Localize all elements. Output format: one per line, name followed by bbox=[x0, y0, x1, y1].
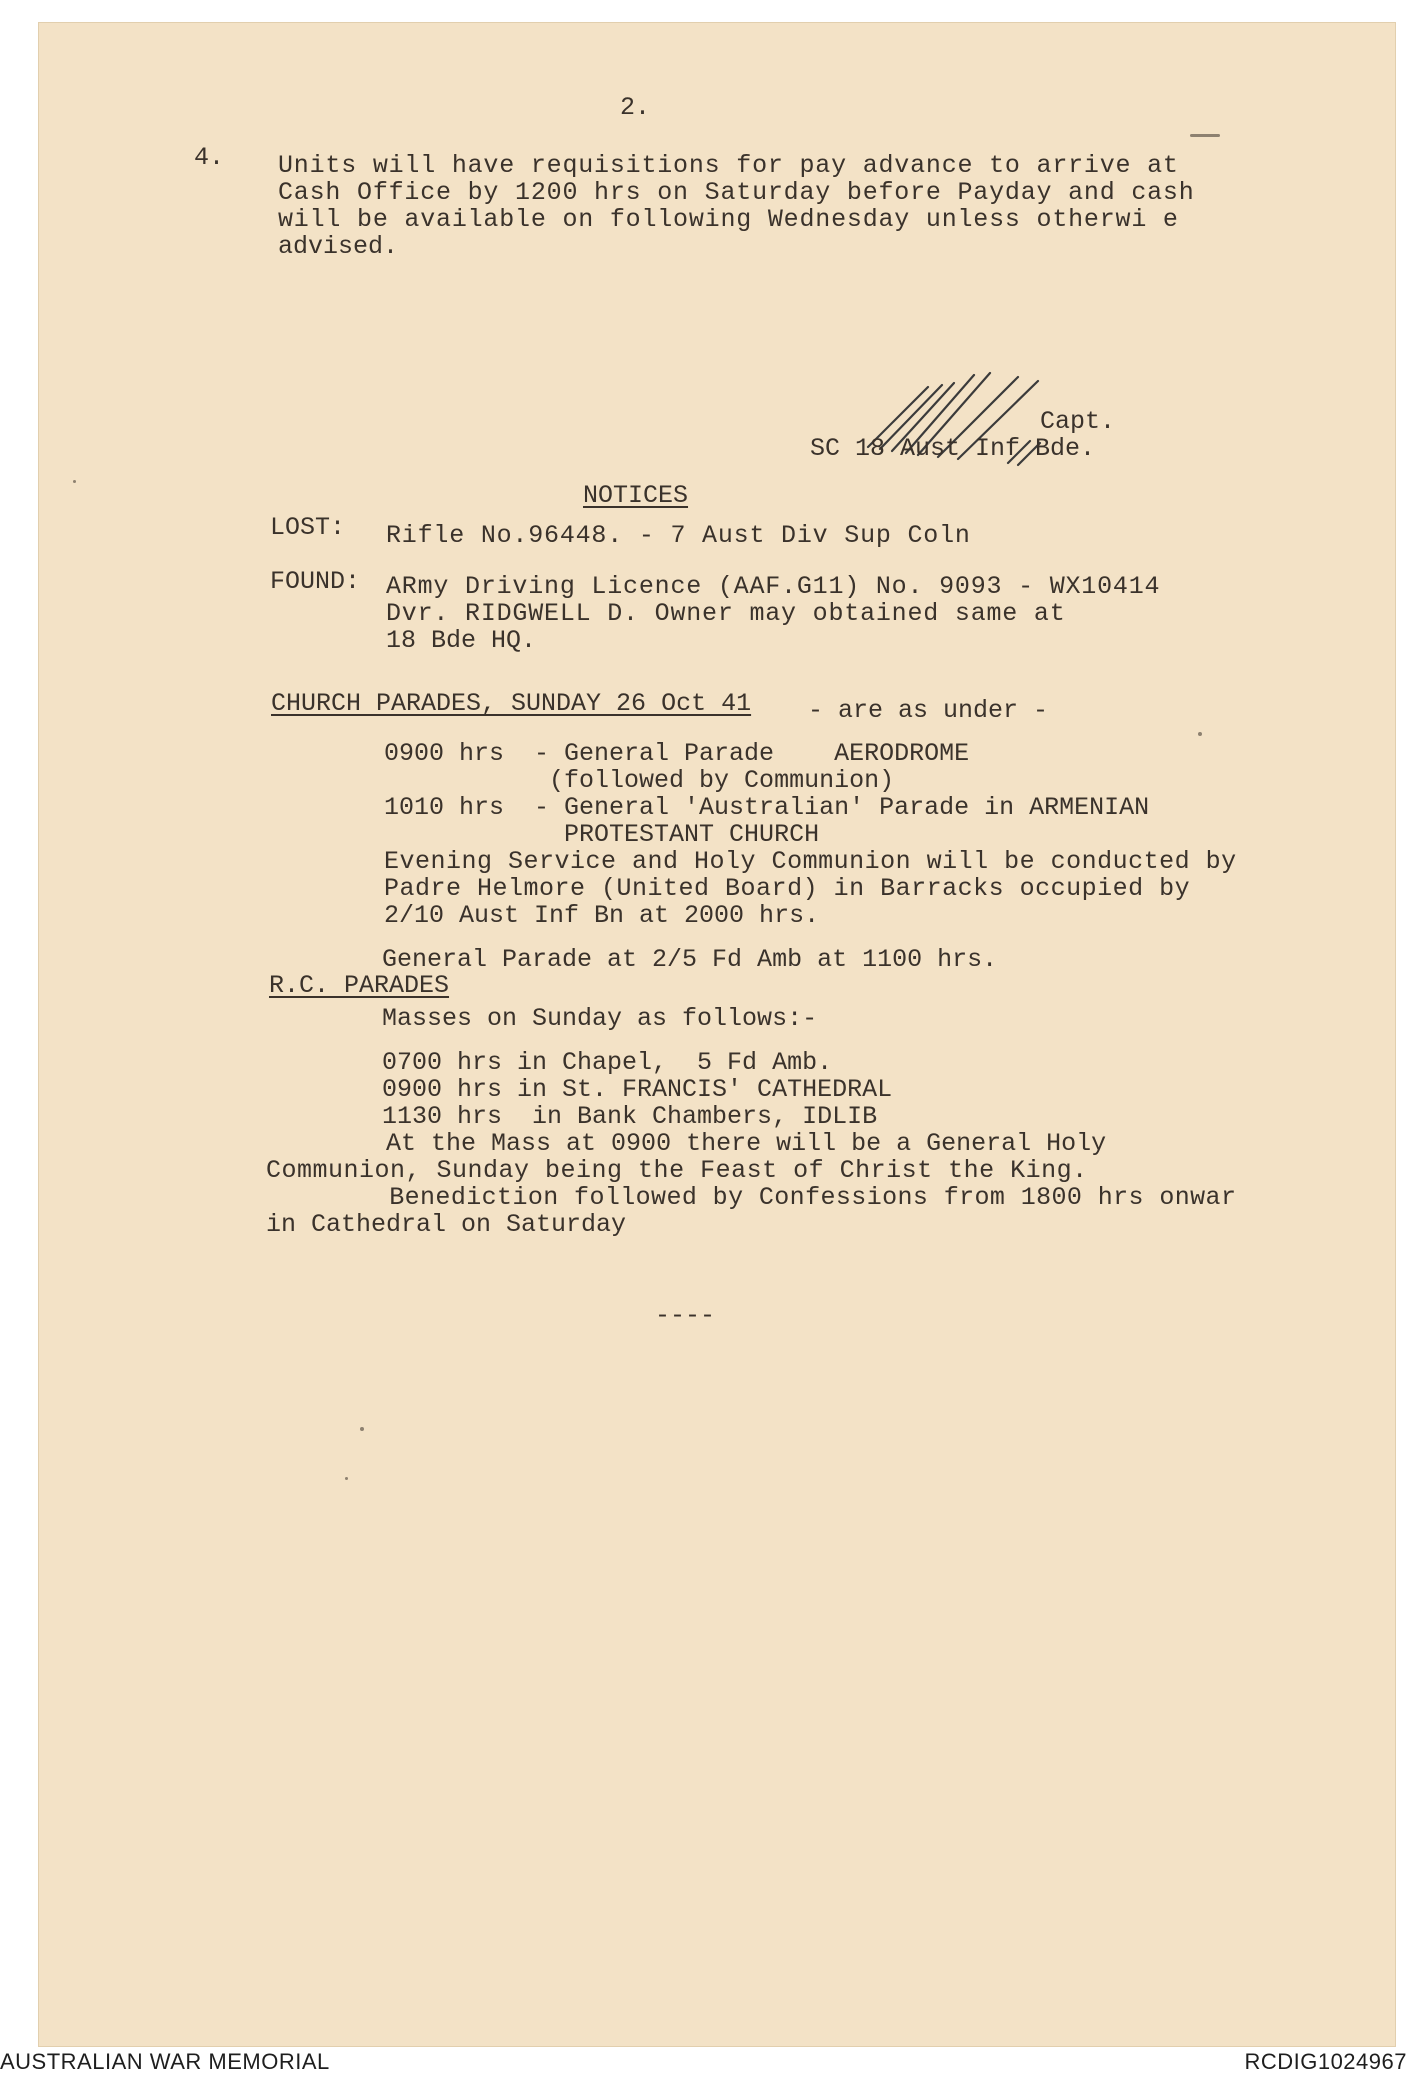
found-line: Dvr. RIDGWELL D. Owner may obtained same at bbox=[386, 599, 1066, 628]
footer-record-id: RCDIG1024967 bbox=[1244, 2049, 1407, 2074]
paper-speck bbox=[360, 1427, 364, 1431]
mass-line: 0900 hrs in St. FRANCIS' CATHEDRAL bbox=[382, 1075, 893, 1104]
rc-heading: R.C. PARADES bbox=[269, 971, 450, 1000]
end-mark: ---- bbox=[655, 1301, 716, 1330]
footer-institution: AUSTRALIAN WAR MEMORIAL bbox=[0, 2049, 330, 2074]
church-item: (followed by Communion) bbox=[384, 766, 895, 795]
paragraph-line: will be available on following Wednesday unless otherwi e bbox=[278, 205, 1179, 234]
closing-line: Communion, Sunday being the Feast of Christ the King. bbox=[266, 1156, 1088, 1185]
church-item: PROTESTANT CHURCH bbox=[384, 820, 820, 849]
church-item: 1010 hrs - General 'Australian' Parade in ARMENIAN bbox=[384, 793, 1150, 822]
church-item: 0900 hrs - General Parade AERODROME bbox=[384, 739, 970, 768]
notices-heading: NOTICES bbox=[583, 481, 689, 510]
paper-speck bbox=[1198, 732, 1202, 736]
document-page bbox=[38, 22, 1396, 2047]
rc-intro: Masses on Sunday as follows:- bbox=[382, 1004, 818, 1033]
church-heading: CHURCH PARADES, SUNDAY 26 Oct 41 bbox=[271, 689, 752, 718]
church-heading-tail: - are as under - bbox=[808, 696, 1049, 725]
paragraph-line: Units will have requisitions for pay advance to arrive at bbox=[278, 151, 1179, 180]
lost-line: Rifle No.96448. - 7 Aust Div Sup Coln bbox=[386, 521, 971, 550]
paragraph-line: Cash Office by 1200 hrs on Saturday before Payday and cash bbox=[278, 178, 1195, 207]
paragraph-number: 4. bbox=[194, 143, 225, 172]
paper-speck bbox=[1190, 134, 1220, 137]
page-number: 2. bbox=[620, 93, 651, 122]
closing-line: At the Mass at 0900 there will be a General Holy bbox=[266, 1129, 1107, 1158]
closing-line: Benediction followed by Confessions from 1800 hrs onwar bbox=[266, 1183, 1237, 1212]
found-line: 18 Bde HQ. bbox=[386, 626, 537, 655]
lost-label: LOST: bbox=[270, 513, 346, 542]
mass-line: 1130 hrs in Bank Chambers, IDLIB bbox=[382, 1102, 878, 1131]
evening-line: Evening Service and Holy Communion will be conducted by bbox=[384, 847, 1237, 876]
evening-line: Padre Helmore (United Board) in Barracks occupied by bbox=[384, 874, 1191, 903]
paragraph-line: advised. bbox=[278, 232, 399, 261]
signature-rank: Capt. bbox=[1040, 407, 1116, 436]
mass-line: 0700 hrs in Chapel, 5 Fd Amb. bbox=[382, 1048, 833, 1077]
paper-speck bbox=[345, 1477, 348, 1480]
evening-line: 2/10 Aust Inf Bn at 2000 hrs. bbox=[384, 901, 820, 930]
signature-appointment: SC 18 Aust Inf Bde. bbox=[810, 434, 1096, 463]
closing-line: in Cathedral on Saturday bbox=[266, 1210, 627, 1239]
found-line: ARmy Driving Licence (AAF.G11) No. 9093 - WX10414 bbox=[386, 572, 1161, 601]
found-label: FOUND: bbox=[270, 567, 361, 596]
paper-speck bbox=[73, 480, 76, 483]
general-parade: General Parade at 2/5 Fd Amb at 1100 hrs. bbox=[382, 945, 998, 974]
